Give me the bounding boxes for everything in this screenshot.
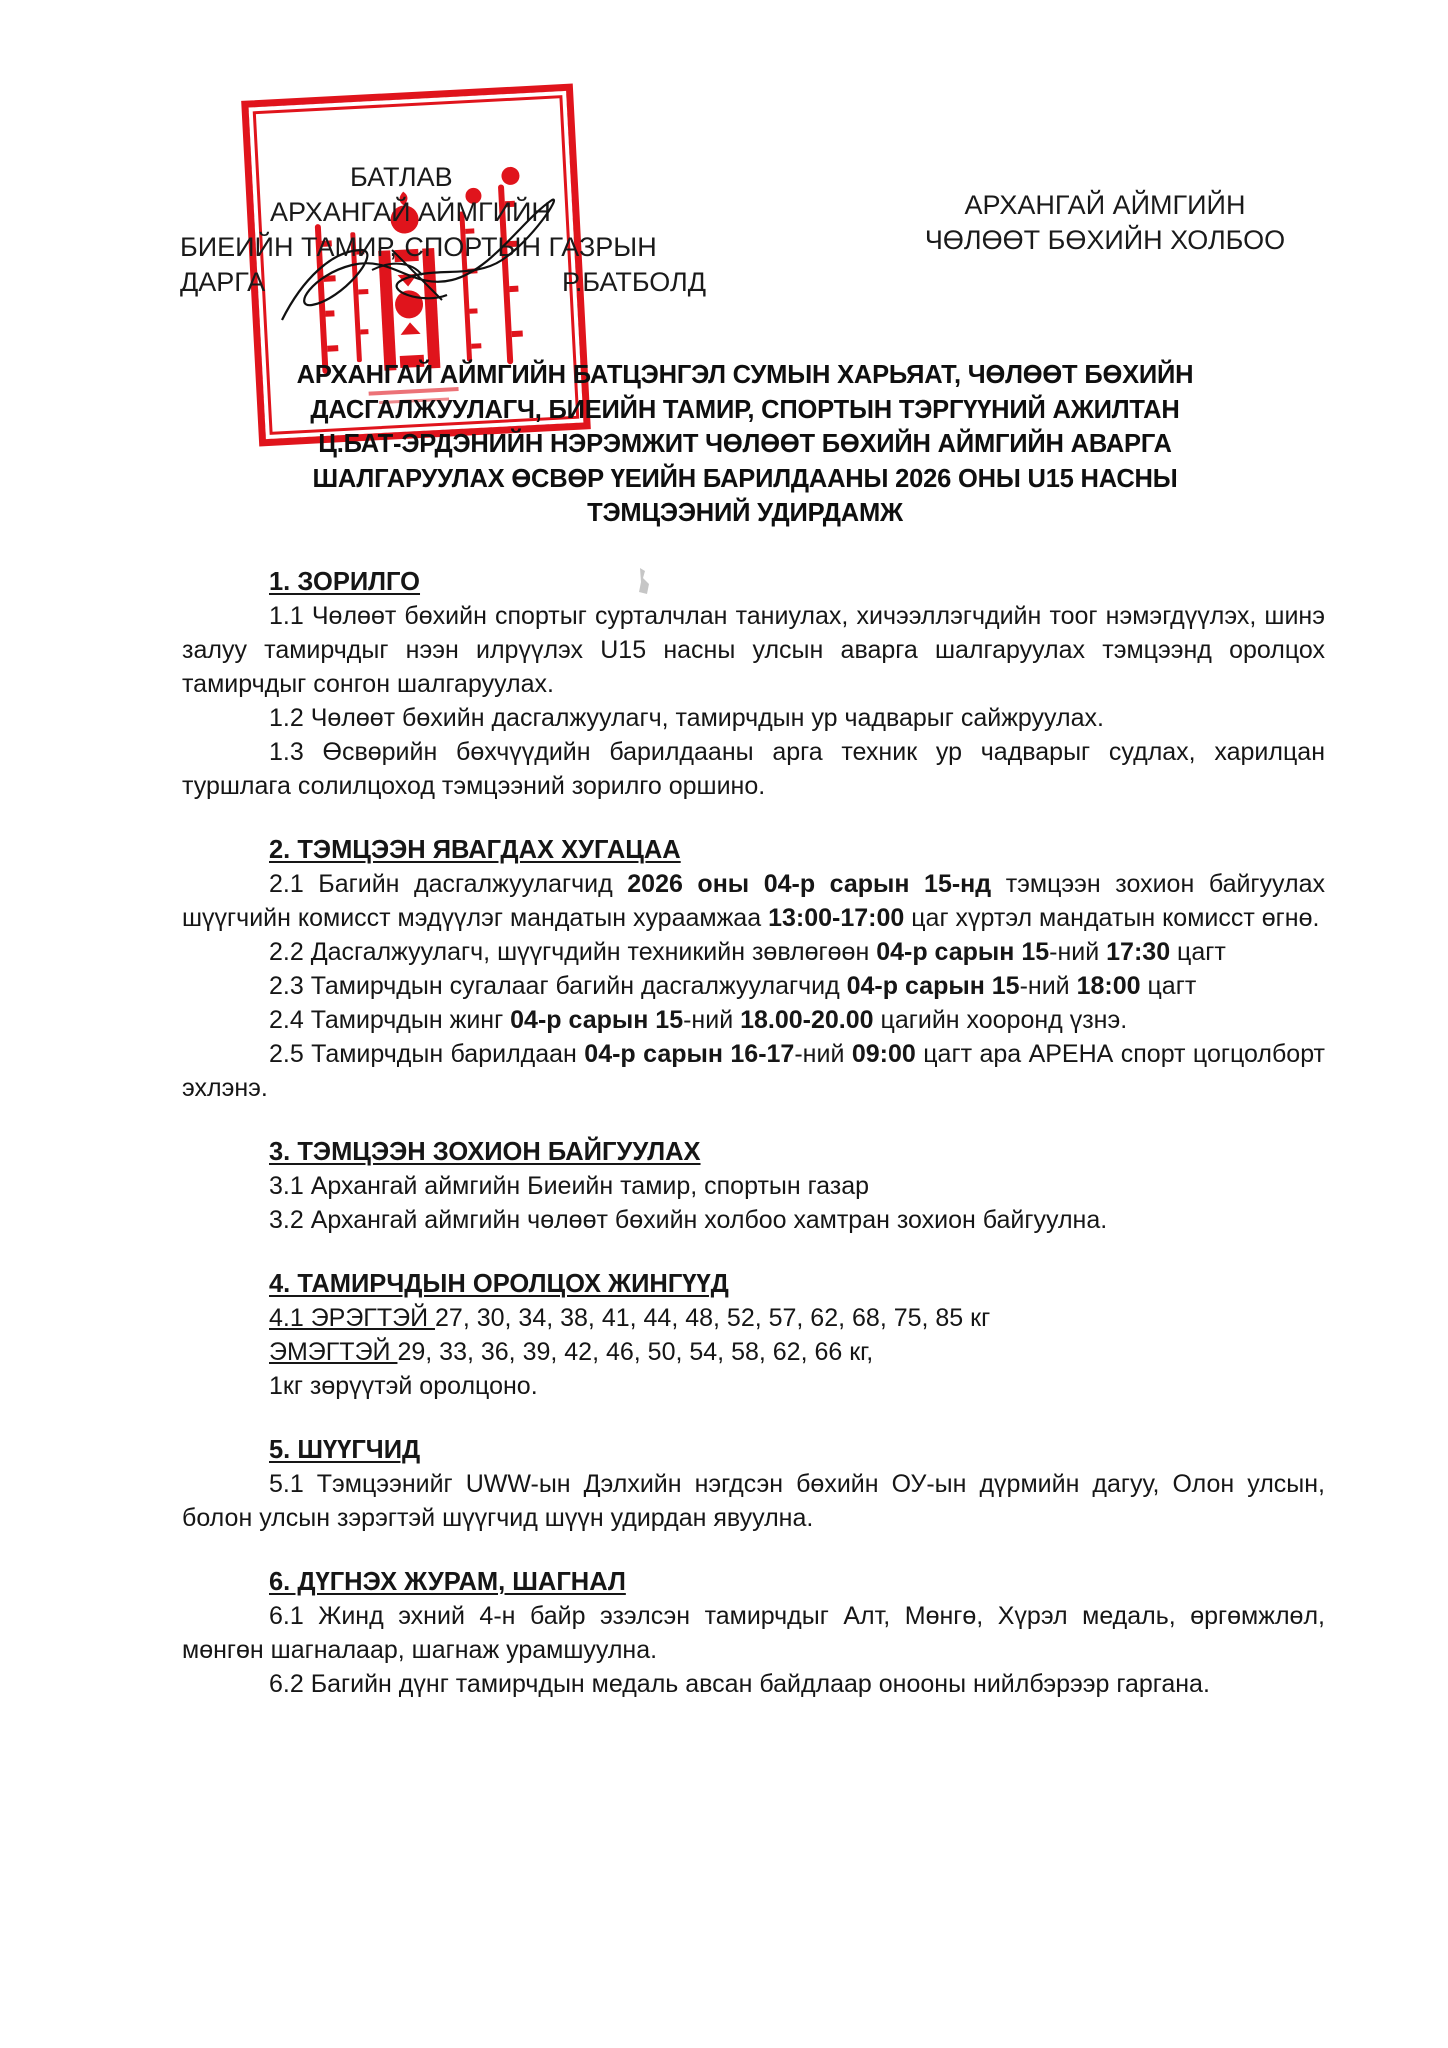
section-heading: 4. ТАМИРЧДЫН ОРОЛЦОХ ЖИНГҮҮД: [269, 1270, 729, 1298]
time-text: 09:00: [851, 1040, 916, 1068]
male-weights: 27, 30, 34, 38, 41, 44, 48, 52, 57, 62, 68, 75, 85 кг: [435, 1304, 991, 1332]
document-body: [182, 565, 1325, 1731]
female-weights: 29, 33, 36, 39, 42, 46, 50, 54, 58, 62, 66 кг,: [397, 1338, 874, 1366]
male-label: 4.1 ЭРЭГТЭЙ: [269, 1304, 436, 1332]
title-line-5: ТЭМЦЭЭНИЙ УДИРДАМЖ: [587, 499, 903, 527]
text: 2.3 Тамирчдын сугалааг багийн дасгалжуулагчид: [269, 972, 847, 1000]
female-weights-row: [182, 1335, 1325, 1369]
organization-block: [880, 188, 1330, 258]
date-text: 04-р сарын 15: [876, 938, 1050, 966]
section-evaluation-awards: [182, 1565, 1325, 1701]
paragraph: [182, 867, 1325, 935]
paragraph: 6.2 Багийн дүнг тамирчдын медаль авсан байдлаар онооны нийлбэрээр гаргана.: [269, 1670, 1210, 1698]
section-weight-classes: [182, 1267, 1325, 1403]
paragraph: 6.1 Жинд эхний 4-н байр эзэлсэн тамирчдыг Алт, Мөнгө, Хүрэл медаль, өргөмжлөл, мөнгөн шагналаар, шагнаж урамшуулна.: [182, 1602, 1325, 1664]
text: цагт ара АРЕНА спорт цогцолборт эхлэнэ.: [182, 1040, 1326, 1102]
text: -ний: [683, 1006, 741, 1034]
title-line-2: ДАСГАЛЖУУЛАГЧ, БИЕИЙН ТАМИР, СПОРТЫН ТЭРГҮҮНИЙ АЖИЛТАН: [310, 395, 1180, 424]
signature-icon: [272, 180, 572, 330]
title-line-4: ШАЛГАРУУЛАХ ӨСВӨР ҮЕИЙН БАРИЛДААНЫ 2026 ОНЫ U15 НАСНЫ: [312, 464, 1178, 493]
title-line-3: Ц.БАТ-ЭРДЭНИЙН НЭРЭМЖИТ ЧӨЛӨӨТ БӨХИЙН АЙМГИЙН АВАРГА: [318, 430, 1172, 458]
organization-line-2: ЧӨЛӨӨТ БӨХИЙН ХОЛБОО: [924, 225, 1286, 255]
approval-position: ДАРГА: [180, 267, 266, 297]
section-organizers: [182, 1135, 1325, 1237]
date-text: 04-р сарын 16-17: [584, 1040, 795, 1068]
title-line-1: АРХАНГАЙ АЙМГИЙН БАТЦЭНГЭЛ СУМЫН ХАРЬЯАТ, ЧӨЛӨӨТ БӨХИЙН: [296, 361, 1194, 389]
paragraph: 1.1 Чөлөөт бөхийн спортыг сурталчлан таниулах, хичээллэгчдийн тоог нэмэгдүүлэх, шинэ залуу тамирчдыг нээн илрүүлэх U15 насны улсын аварга шалгаруулах тэмцээнд оролцох тамирчдыг сонгон шалгаруулах.: [182, 602, 1325, 698]
section-referees: [182, 1433, 1325, 1535]
approval-dept-line: БИЕИЙН ТАМИР, СПОРТЫН ГАЗРЫН: [180, 232, 657, 262]
section-heading: 6. ДҮГНЭХ ЖУРАМ, ШАГНАЛ: [269, 1568, 626, 1596]
section-heading: 5. ШҮҮГЧИД: [269, 1436, 421, 1464]
text: 2.1 Багийн дасгалжуулагчид: [269, 870, 628, 898]
text: цаг хүртэл мандатын комисст өгнө.: [904, 904, 1320, 932]
date-text: 04-р сарын 15: [510, 1006, 684, 1034]
paragraph: [182, 969, 1325, 1003]
text: цагийн хооронд үзнэ.: [873, 1006, 1128, 1034]
text: 2.5 Тамирчдын барилдаан: [269, 1040, 585, 1068]
paragraph: 3.1 Архангай аймгийн Биеийн тамир, спортын газар: [269, 1172, 870, 1200]
weight-tolerance-note: 1кг зөрүүтэй оролцоно.: [269, 1372, 538, 1400]
paragraph: 1.3 Өсвөрийн бөхчүүдийн барилдааны арга техник ур чадварыг судлах, харилцан туршлага солилцоход тэмцээний зорилго оршино.: [182, 738, 1325, 800]
time-text: 17:30: [1106, 938, 1171, 966]
section-schedule: [182, 833, 1325, 1105]
text: тэмцээн зохион байгуулах шүүгчийн комисст мэдүүлэг мандатын хураамжаа: [182, 870, 1325, 932]
paragraph: [182, 1003, 1325, 1037]
organization-line-1: АРХАНГАЙ АЙМГИЙН: [964, 190, 1246, 220]
section-heading: 3. ТЭМЦЭЭН ЗОХИОН БАЙГУУЛАХ: [269, 1138, 701, 1166]
section-goal: [182, 565, 1325, 803]
time-text: 18:00: [1076, 972, 1141, 1000]
section-heading: 1. ЗОРИЛГО: [269, 568, 421, 596]
paragraph: 5.1 Тэмцээнийг UWW-ын Дэлхийн нэгдсэн бөхийн ОУ-ын дүрмийн дагуу, Олон улсын, болон улсын зэрэгтэй шүүгчид шүүн удирдан явуулна.: [182, 1470, 1325, 1532]
text: цагт: [1140, 972, 1197, 1000]
paragraph: 3.2 Архангай аймгийн чөлөөт бөхийн холбоо хамтран зохион байгуулна.: [269, 1206, 1108, 1234]
text: 2.4 Тамирчдын жинг: [269, 1006, 511, 1034]
paragraph: [182, 935, 1325, 969]
time-text: 13:00-17:00: [768, 904, 905, 932]
paragraph: 1.2 Чөлөөт бөхийн дасгалжуулагч, тамирчдын ур чадварыг сайжруулах.: [269, 704, 1104, 732]
section-heading: 2. ТЭМЦЭЭН ЯВАГДАХ ХУГАЦАА: [269, 836, 681, 864]
time-text: 18.00-20.00: [740, 1006, 874, 1034]
text: -ний: [1019, 972, 1077, 1000]
male-weights-row: [182, 1301, 1325, 1335]
date-text: 2026 оны 04-р сарын 15-нд: [627, 870, 992, 898]
paragraph: [182, 1037, 1325, 1105]
text: цагт: [1170, 938, 1226, 966]
text: 2.2 Дасгалжуулагч, шүүгчдийн техникийн зөвлөгөөн: [269, 938, 877, 966]
female-label: ЭМЭГТЭЙ: [269, 1338, 398, 1366]
text: -ний: [794, 1040, 852, 1068]
text: -ний: [1049, 938, 1107, 966]
approval-label: БАТЛАВ: [350, 162, 453, 192]
date-text: 04-р сарын 15: [846, 972, 1020, 1000]
document-title: [200, 358, 1290, 531]
approval-name: Р.БАТБОЛД: [561, 267, 706, 297]
approval-org-line: АРХАНГАЙ АЙМГИЙН: [270, 197, 551, 227]
